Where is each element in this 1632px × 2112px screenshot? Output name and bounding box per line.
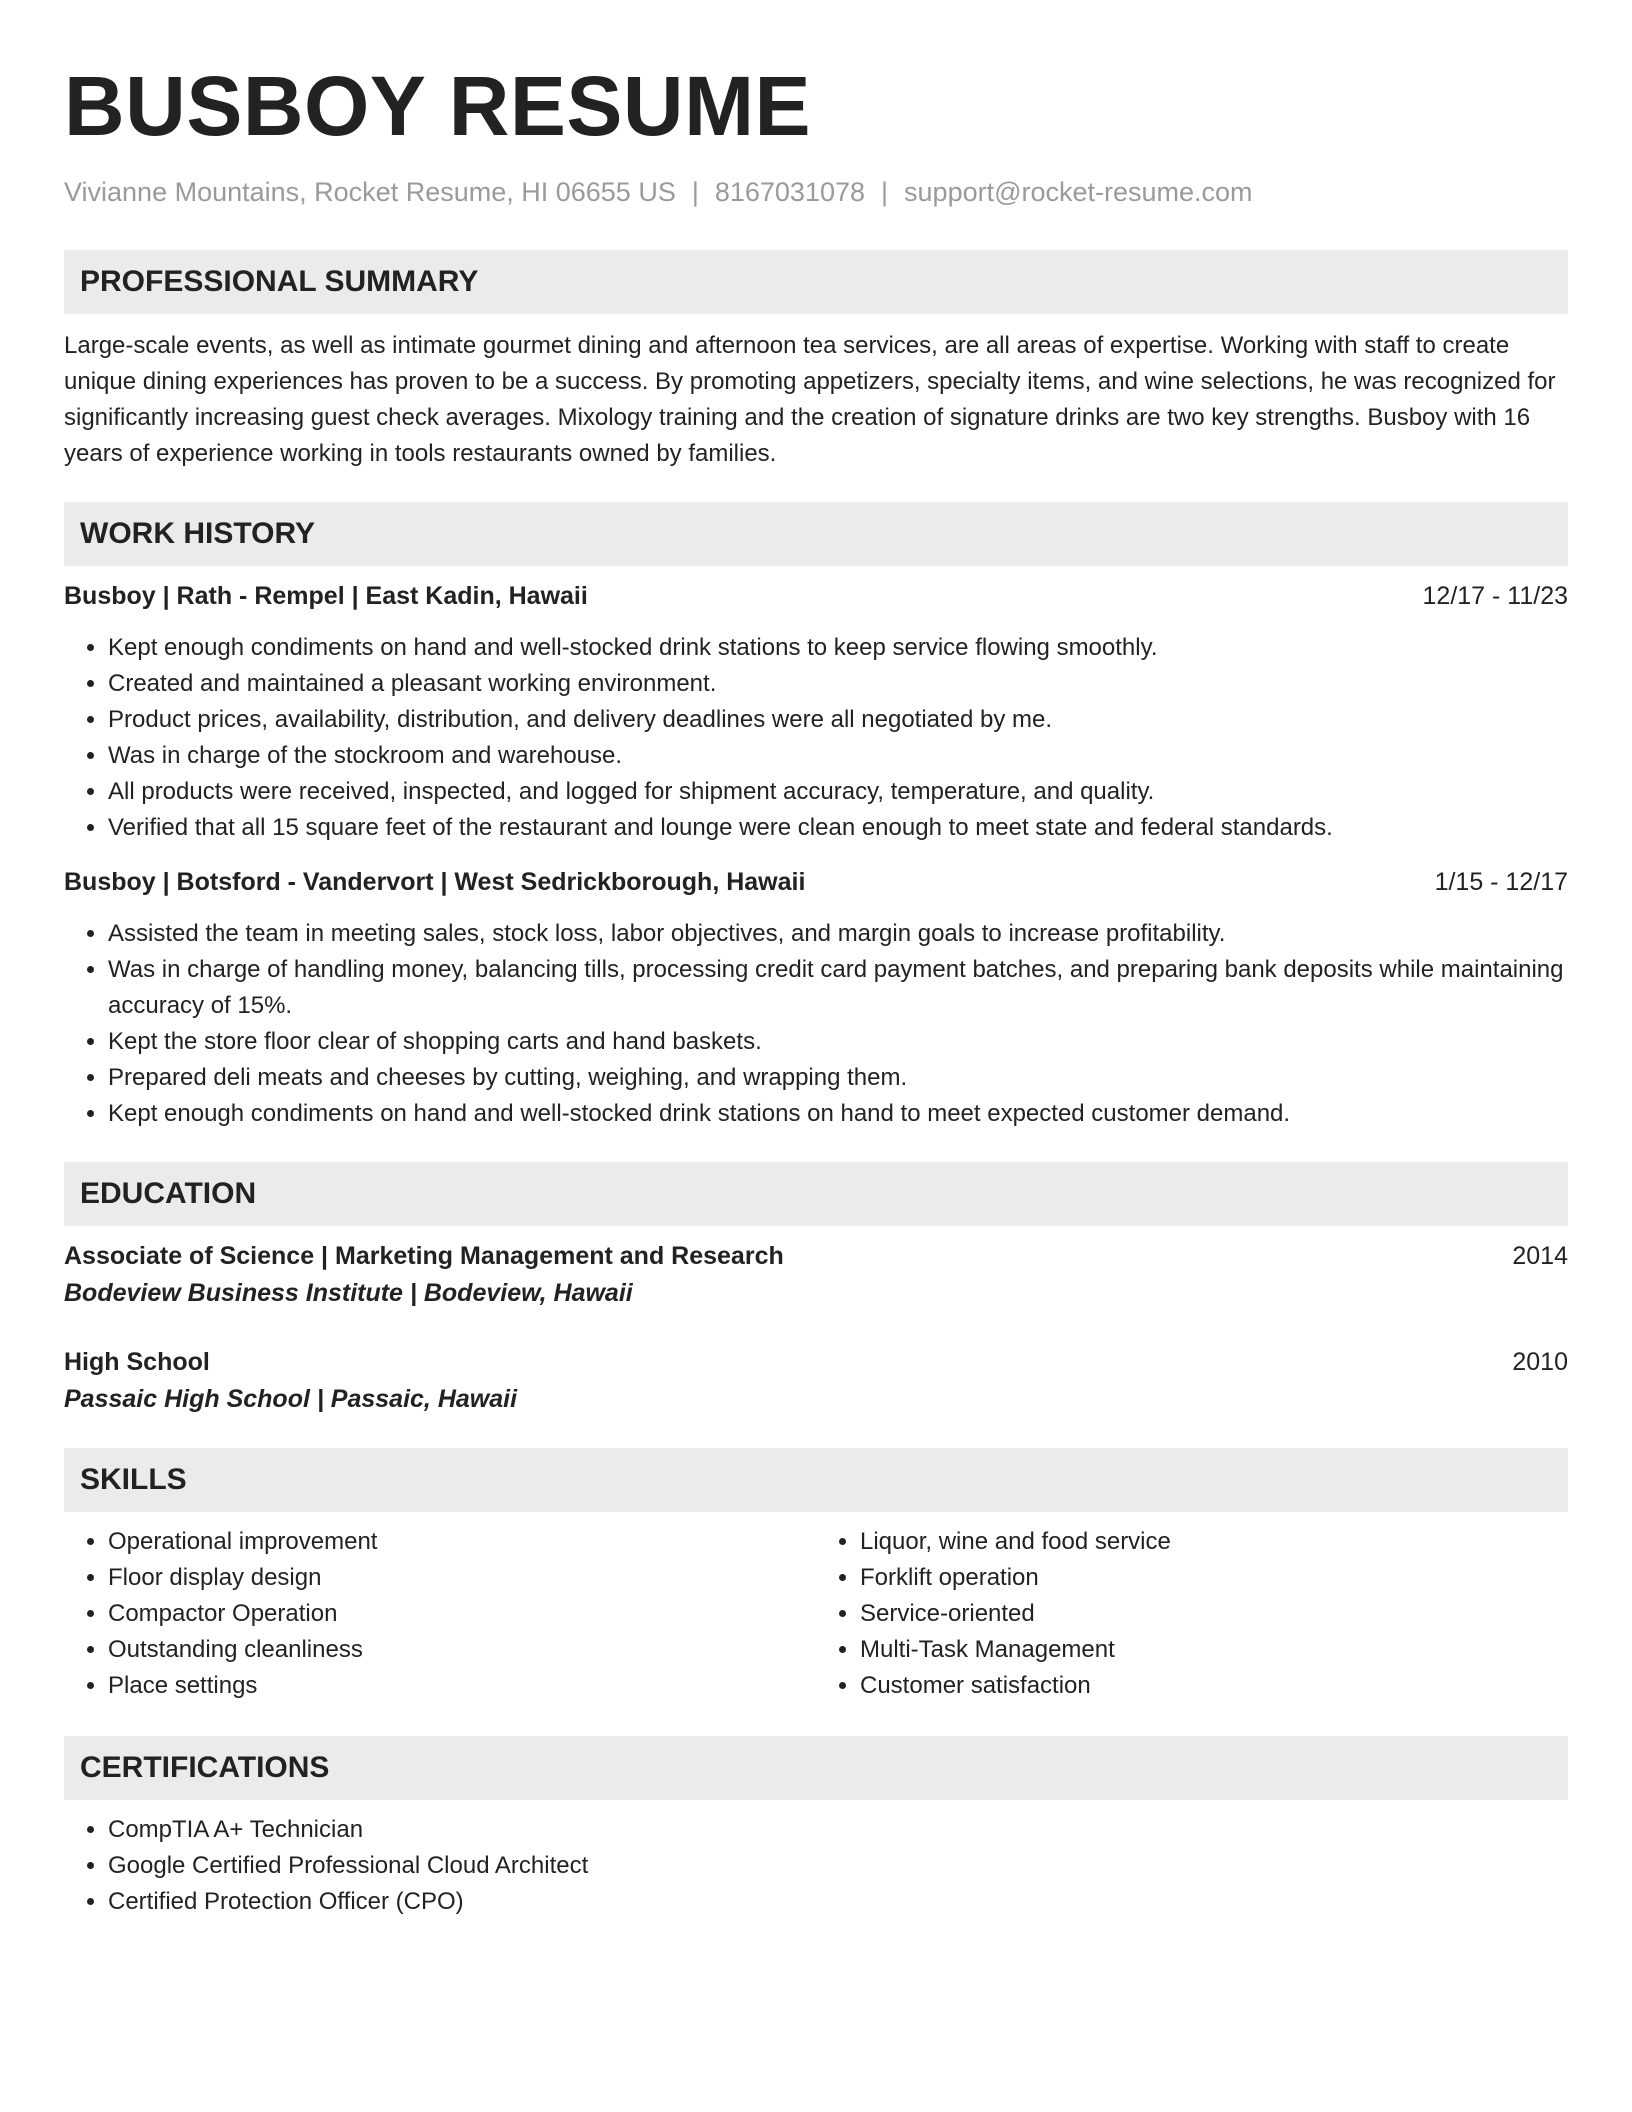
skill-item: • Place settings xyxy=(108,1668,816,1704)
job-bullet: • Kept enough condiments on hand and well-stocked drink stations on hand to meet expected customer demand. xyxy=(108,1096,1568,1132)
summary-text: Large-scale events, as well as intimate gourmet dining and afternoon tea services, are all areas of expertise. Working with staff to create unique dining experiences has proven to be a success. By promoting appetizers, specialty items, and wine selections, he was recognized for significantly increasing guest check averages. Mixology training and the creation of signature drinks are two key strengths. Busboy with 16 years of experience working in tools restaurants owned by families. xyxy=(64,332,1556,467)
resume-title: BUSBOY RESUME xyxy=(64,59,812,153)
education-entry xyxy=(64,1238,1568,1312)
section-header-work-history: WORK HISTORY xyxy=(64,502,1568,566)
job-bullet: • Kept the store floor clear of shopping carts and hand baskets. xyxy=(108,1024,1568,1060)
job-bullets xyxy=(64,916,1568,1132)
education-year: 2010 xyxy=(1512,1348,1568,1376)
skills-column-left xyxy=(64,1524,816,1704)
section-header-education: EDUCATION xyxy=(64,1162,1568,1226)
job-entry xyxy=(64,578,1568,846)
job-bullet: • Created and maintained a pleasant working environment. xyxy=(108,666,1568,702)
contact-phone: 8167031078 xyxy=(714,177,866,207)
certification-item: • CompTIA A+ Technician xyxy=(108,1812,1568,1848)
education-entry xyxy=(64,1344,1568,1418)
skill-item: • Outstanding cleanliness xyxy=(108,1632,816,1668)
skill-item: • Floor display design xyxy=(108,1560,816,1596)
job-bullet: • Kept enough condiments on hand and well-stocked drink stations to keep service flowing smoothly. xyxy=(108,630,1568,666)
contact-separator: | xyxy=(691,177,699,207)
skills-list xyxy=(64,1524,816,1704)
section-header-certifications: CERTIFICATIONS xyxy=(64,1736,1568,1800)
job-title: Busboy | Botsford - Vandervort | West Sedrickborough, Hawaii xyxy=(64,868,806,896)
job-bullet: • Verified that all 15 square feet of the restaurant and lounge were clean enough to meet state and federal standards. xyxy=(108,810,1568,846)
job-bullet: • Assisted the team in meeting sales, stock loss, labor objectives, and margin goals to increase profitability. xyxy=(108,916,1568,952)
job-bullets xyxy=(64,630,1568,846)
certifications-list xyxy=(64,1812,1568,1920)
skill-item: • Multi-Task Management xyxy=(860,1632,1568,1668)
skill-item: • Customer satisfaction xyxy=(860,1668,1568,1704)
skills-column-right xyxy=(816,1524,1568,1704)
education-school: Passaic High School | Passaic, Hawaii xyxy=(64,1385,518,1413)
education-school: Bodeview Business Institute | Bodeview, Hawaii xyxy=(64,1279,633,1307)
education-header xyxy=(64,1238,1568,1274)
contact-email: support@rocket-resume.com xyxy=(904,177,1253,207)
skill-item: • Forklift operation xyxy=(860,1560,1568,1596)
contact-separator: | xyxy=(881,177,889,207)
job-header xyxy=(64,864,1568,900)
job-bullet: • All products were received, inspected, and logged for shipment accuracy, temperature, and quality. xyxy=(108,774,1568,810)
job-bullet: • Prepared deli meats and cheeses by cutting, weighing, and wrapping them. xyxy=(108,1060,1568,1096)
section-header-summary: PROFESSIONAL SUMMARY xyxy=(64,250,1568,314)
job-title: Busboy | Rath - Rempel | East Kadin, Hawaii xyxy=(64,582,588,610)
job-bullet: • Product prices, availability, distribution, and delivery deadlines were all negotiated by me. xyxy=(108,702,1568,738)
job-dates: 1/15 - 12/17 xyxy=(1434,868,1568,896)
job-bullet: • Was in charge of handling money, balancing tills, processing credit card payment batches, and preparing bank deposits while maintaining accuracy of 15%. xyxy=(108,952,1568,1024)
job-header xyxy=(64,578,1568,614)
section-header-skills: SKILLS xyxy=(64,1448,1568,1512)
certification-item: • Google Certified Professional Cloud Architect xyxy=(108,1848,1568,1884)
skill-item: • Operational improvement xyxy=(108,1524,816,1560)
skills-columns xyxy=(64,1524,1568,1704)
job-entry xyxy=(64,864,1568,1132)
skill-item: • Liquor, wine and food service xyxy=(860,1524,1568,1560)
education-year: 2014 xyxy=(1512,1242,1568,1270)
education-header xyxy=(64,1344,1568,1380)
skills-list xyxy=(816,1524,1568,1704)
education-degree: Associate of Science | Marketing Management and Research xyxy=(64,1242,784,1270)
contact-line xyxy=(64,174,1568,210)
job-bullet: • Was in charge of the stockroom and warehouse. xyxy=(108,738,1568,774)
skill-item: • Service-oriented xyxy=(860,1596,1568,1632)
skill-item: • Compactor Operation xyxy=(108,1596,816,1632)
certification-item: • Certified Protection Officer (CPO) xyxy=(108,1884,1568,1920)
contact-address: Vivianne Mountains, Rocket Resume, HI 06655 US xyxy=(64,177,676,207)
education-degree: High School xyxy=(64,1348,210,1376)
job-dates: 12/17 - 11/23 xyxy=(1422,582,1568,610)
